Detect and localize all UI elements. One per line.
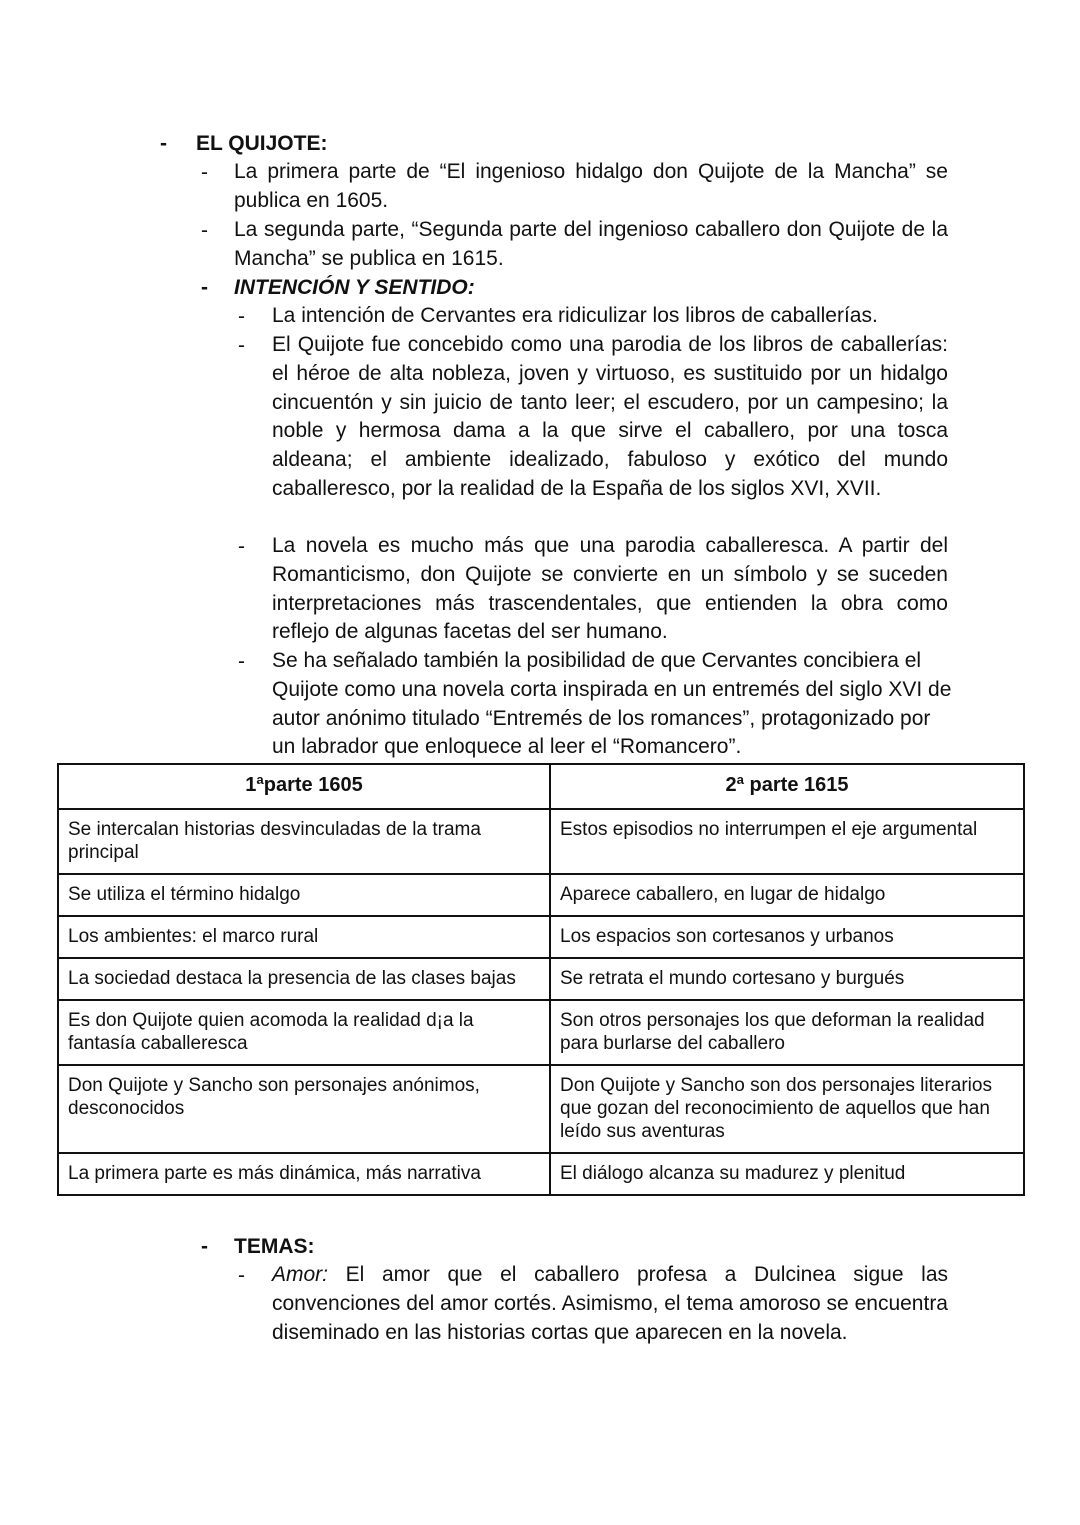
bullet-dash: - — [201, 276, 208, 299]
table-row — [58, 916, 1024, 958]
bullet-dash: - — [201, 1235, 208, 1258]
amor-label: Amor: — [272, 1263, 329, 1286]
table-cell: La primera parte es más dinámica, más narrativa — [58, 1153, 550, 1195]
table-header-row — [58, 764, 1024, 809]
bullet-dash: - — [201, 161, 208, 184]
table-cell: El diálogo alcanza su madurez y plenitud — [550, 1153, 1024, 1195]
amor-text: El amor que el caballero profesa a Dulcinea sigue las convenciones del amor cortés. Asimismo, el tema amoroso se encuentra diseminado en las historias cortas que aparecen en la novela. — [272, 1263, 948, 1344]
table-cell: Don Quijote y Sancho son dos personajes literarios que gozan del reconocimiento de aquellos que han leído sus aventuras — [550, 1065, 1024, 1153]
bullet-dash: - — [238, 305, 245, 328]
table-cell: Se retrata el mundo cortesano y burgués — [550, 958, 1024, 1000]
table-cell: Los ambientes: el marco rural — [58, 916, 550, 958]
table-row — [58, 809, 1024, 874]
table-cell: Son otros personajes los que deforman la realidad para burlarse del caballero — [550, 1000, 1024, 1065]
table-cell: Se utiliza el término hidalgo — [58, 874, 550, 916]
table-row — [58, 1065, 1024, 1153]
table-cell: Los espacios son cortesanos y urbanos — [550, 916, 1024, 958]
paragraph-segunda-parte: La segunda parte, “Segunda parte del ingenioso caballero don Quijote de la Mancha” se publica en 1615. — [234, 218, 948, 270]
paragraph-amor — [272, 1261, 948, 1347]
table-row — [58, 874, 1024, 916]
table-row — [58, 958, 1024, 1000]
section-title-quijote: EL QUIJOTE: — [196, 132, 328, 155]
column-header-segunda: 2ª parte 1615 — [550, 764, 1024, 809]
comparison-table — [57, 763, 1025, 1196]
table-row — [58, 1153, 1024, 1195]
bullet-dash: - — [238, 334, 245, 357]
table-cell: La sociedad destaca la presencia de las clases bajas — [58, 958, 550, 1000]
table-cell: Estos episodios no interrumpen el eje argumental — [550, 809, 1024, 874]
subsection-title-intencion: INTENCIÓN Y SENTIDO: — [234, 276, 475, 299]
table-cell: Aparece caballero, en lugar de hidalgo — [550, 874, 1024, 916]
bullet-dash: - — [238, 1264, 245, 1287]
table-row — [58, 1000, 1024, 1065]
paragraph-entremes: Se ha señalado también la posibilidad de que Cervantes concibiera el Quijote como una novela corta inspirada en un entremés del siglo XVI de autor anónimo titulado “Entremés de los romances”, protagonizado por un labrador que enloquece al leer el “Romancero”. — [272, 649, 952, 759]
bullet-dash: - — [201, 219, 208, 242]
paragraph-primera-parte: La primera parte de “El ingenioso hidalgo don Quijote de la Mancha” se publica en 1605. — [234, 160, 948, 212]
section-title-temas: TEMAS: — [234, 1235, 315, 1258]
bullet-dash: - — [238, 535, 245, 558]
column-header-primera: 1ªparte 1605 — [58, 764, 550, 809]
bullet-dash: - — [160, 132, 167, 155]
paragraph-intencion: La intención de Cervantes era ridiculizar los libros de caballerías. — [272, 304, 878, 327]
table-cell: Es don Quijote quien acomoda la realidad d¡a la fantasía caballeresca — [58, 1000, 550, 1065]
bullet-dash: - — [238, 650, 245, 673]
paragraph-parodia: El Quijote fue concebido como una parodia de los libros de caballerías: el héroe de alta nobleza, joven y virtuoso, es sustituido por un hidalgo cincuentón y sin juicio de tanto leer; el escudero, por un campesino; la noble y hermosa dama a la que sirve el caballero, por una tosca aldeana; el ambiente idealizado, fabuloso y exótico del mundo caballeresco, por la realidad de la España de los siglos XVI, XVII. — [272, 333, 948, 500]
paragraph-romanticismo: La novela es mucho más que una parodia caballeresca. A partir del Romanticismo, don Quijote se convierte en un símbolo y se suceden interpretaciones más trascendentales, que entienden la obra como reflejo de algunas facetas del ser humano. — [272, 534, 948, 644]
table-cell: Se intercalan historias desvinculadas de la trama principal — [58, 809, 550, 874]
table-cell: Don Quijote y Sancho son personajes anónimos, desconocidos — [58, 1065, 550, 1153]
